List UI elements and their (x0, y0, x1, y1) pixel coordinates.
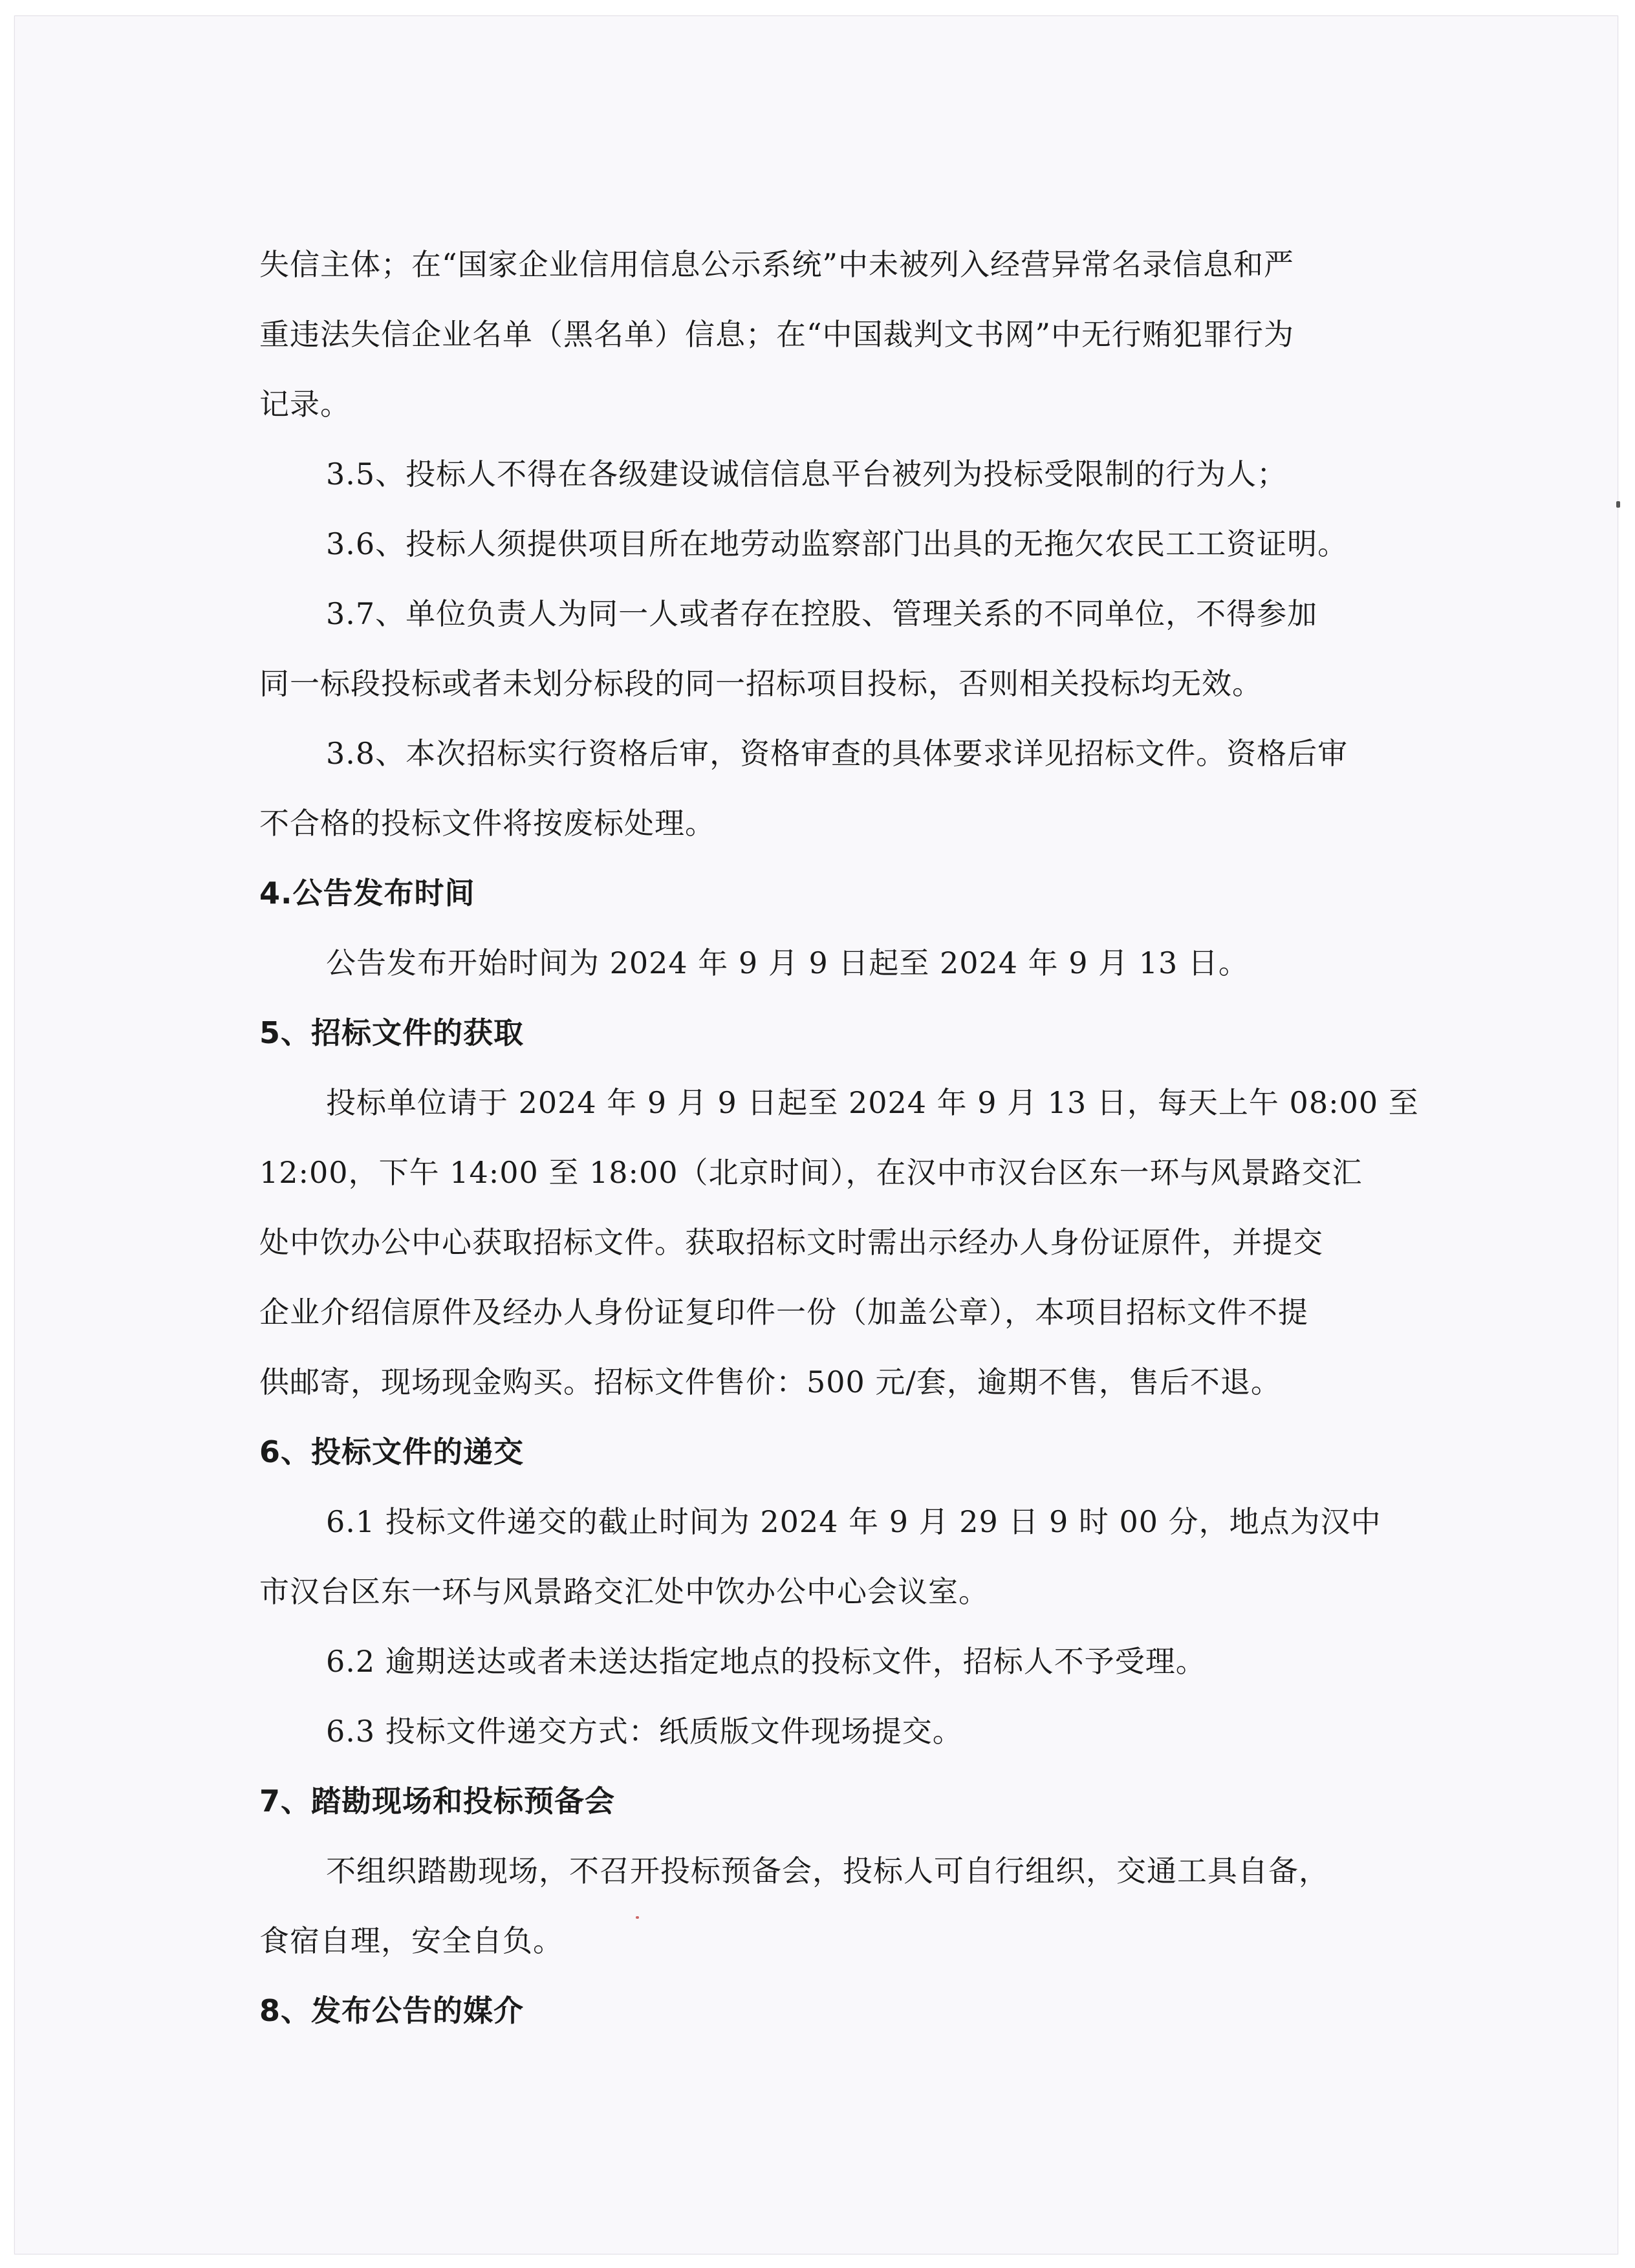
text-line: 投标单位请于 2024 年 9 月 9 日起至 2024 年 9 月 13 日，每天上午 08:00 至 (326, 1085, 1419, 1120)
item-3-5: 3.5、投标人不得在各级建设诚信信息平台被列为投标受限制的行为人； (326, 457, 1288, 491)
item-6-2: 6.2 逾期送达或者未送达指定地点的投标文件，招标人不予受理。 (326, 1644, 1206, 1679)
item-3-6: 3.6、投标人须提供项目所在地劳动监察部门出具的无拖欠农民工工资证明。 (326, 526, 1348, 561)
document-body (259, 230, 1430, 2046)
text-line: 不组织踏勘现场，不召开投标预备会，投标人可自行组织，交通工具自备， (326, 1853, 1329, 1888)
text-line: 失信主体；在“国家企业信用信息公示系统”中未被列入经营异常名录信息和严 (259, 247, 1295, 282)
item-6-1 (259, 1487, 1430, 1626)
text-line: 企业介绍信原件及经办人身份证复印件一份（加盖公章），本项目招标文件不提 (259, 1295, 1308, 1330)
paragraph-continuation (259, 230, 1430, 439)
scan-speck (1616, 501, 1620, 508)
section-5-text (259, 1068, 1430, 1417)
document-page (14, 16, 1618, 2254)
text-line: 12:00，下午 14:00 至 18:00（北京时间），在汉中市汉台区东一环与风景路交汇 (259, 1155, 1363, 1190)
section-heading-4: 4.公告发布时间 (259, 876, 475, 911)
section-4-text: 公告发布开始时间为 2024 年 9 月 9 日起至 2024 年 9 月 13 日。 (326, 945, 1249, 980)
text-line: 供邮寄，现场现金购买。招标文件售价：500 元/套，逾期不售，售后不退。 (259, 1365, 1281, 1399)
text-line: 不合格的投标文件将按废标处理。 (259, 806, 715, 841)
section-7-text (259, 1836, 1430, 1976)
section-heading-7: 7、踏勘现场和投标预备会 (259, 1784, 616, 1819)
item-3-7 (259, 579, 1430, 718)
text-line: 3.7、单位负责人为同一人或者存在控股、管理关系的不同单位，不得参加 (326, 596, 1318, 631)
text-line: 食宿自理，安全自负。 (259, 1923, 563, 1958)
item-3-8 (259, 718, 1430, 858)
text-line: 记录。 (259, 387, 351, 422)
section-heading-6: 6、投标文件的递交 (259, 1434, 525, 1469)
text-line: 处中饮办公中心获取招标文件。获取招标文时需出示经办人身份证原件，并提交 (259, 1225, 1323, 1260)
section-heading-5: 5、招标文件的获取 (259, 1015, 525, 1050)
section-heading-8: 8、发布公告的媒介 (259, 1993, 525, 2028)
text-line: 3.8、本次招标实行资格后审，资格审查的具体要求详见招标文件。资格后审 (326, 736, 1348, 771)
text-line: 同一标段投标或者未划分标段的同一招标项目投标，否则相关投标均无效。 (259, 666, 1262, 701)
text-line: 重违法失信企业名单（黑名单）信息；在“中国裁判文书网”中无行贿犯罪行为 (259, 317, 1295, 352)
item-6-3: 6.3 投标文件递交方式：纸质版文件现场提交。 (326, 1714, 963, 1749)
text-line: 市汉台区东一环与风景路交汇处中饮办公中心会议室。 (259, 1574, 989, 1609)
text-line: 6.1 投标文件递交的截止时间为 2024 年 9 月 29 日 9 时 00 分，地点为汉中 (326, 1504, 1381, 1539)
